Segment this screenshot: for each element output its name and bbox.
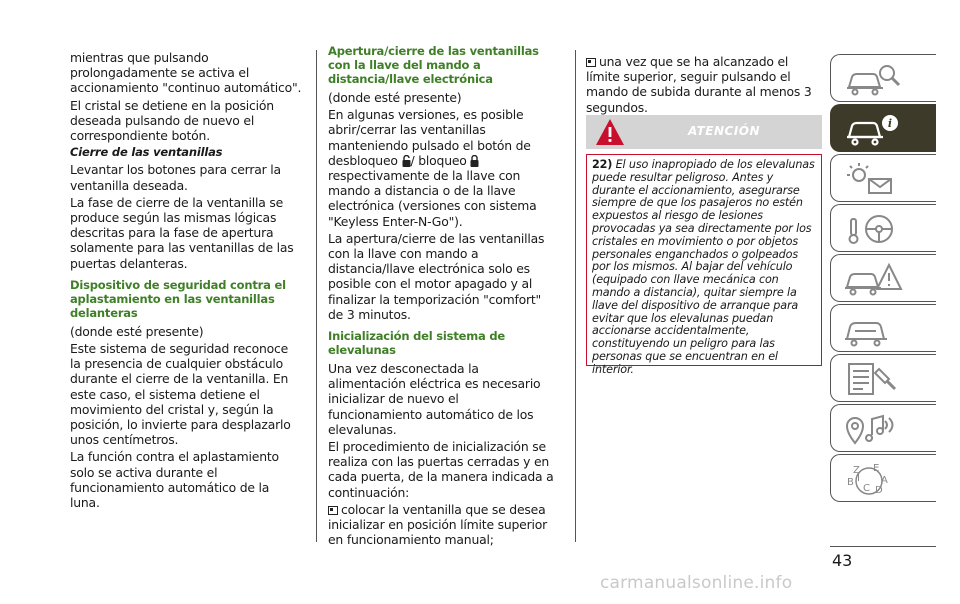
tab-car-info[interactable] [830, 104, 936, 152]
page-number-rule [830, 546, 936, 547]
column-divider [575, 50, 576, 542]
bullet-item [328, 502, 556, 548]
car-service-icon [843, 311, 903, 347]
paragraph-text: En algunas versiones, es posible abrir/cerrar las ventanillas manteniendo pulsado el botón de desbloqueo [328, 107, 531, 168]
paragraph: (donde esté presente) [70, 323, 204, 339]
paragraph-text: / [410, 152, 415, 168]
tab-car-warning[interactable] [830, 254, 936, 302]
unlock-icon [402, 155, 411, 167]
text-column-1 [70, 50, 302, 512]
paragraph: La apertura/cierre de las ventanillas con la llave con mando a distancia/llave electrónica solo es posible con el motor apagado y al finalizar la temporización "comfort" de 3 minutos. [328, 230, 545, 322]
svg-text:I: I [857, 473, 860, 484]
bullet-text: una vez que se ha alcanzado el límite superior, seguir pulsando el mando de subida durante al menos 3 segundos. [586, 54, 812, 115]
svg-text:i: i [887, 117, 893, 130]
column-divider [316, 50, 317, 542]
subheading: Cierre de las ventanillas [70, 145, 223, 160]
paragraph: Este sistema de seguridad reconoce la presencia de cualquier obstáculo durante el cierre de la ventanilla. En este caso, el sistema detiene el movimiento del cristal y, según la posición, lo invierte para desplazarlo unos centímetros. [70, 341, 291, 448]
car-warning-icon [843, 261, 903, 297]
section-heading: Apertura/cierre de las ventanillas con la llave del mando a distancia/llave electrónica [328, 44, 539, 86]
warning-number: 22) [592, 158, 613, 171]
section-heading: Dispositivo de seguridad contra el aplastamiento en las ventanillas delanteras [70, 277, 286, 320]
text-column-2 [328, 44, 556, 549]
bullet-icon [328, 506, 338, 515]
paragraph: El cristal se detiene en la posición deseada pulsando de nuevo el correspondiente botón. [70, 97, 274, 144]
bullet-icon [586, 58, 596, 67]
media-navigation-icon [843, 411, 903, 447]
warning-title: ATENCIÓN [687, 124, 761, 138]
paragraph-text: respectivamente de la llave con mando a distancia o de la llave electrónica (versiones con sistema "Keyless Enter-N-Go"). [328, 168, 537, 229]
lock-icon [470, 155, 479, 167]
paragraph: El procedimiento de inicialización se realiza con las puertas cerradas y en cada puerta, de la manera indicada a continuación: [328, 439, 554, 500]
paragraph: mientras que pulsando prolongadamente se activa el accionamiento "continuo automático". [70, 50, 302, 96]
alphabetical-index-icon [843, 461, 903, 497]
page-number: 43 [832, 551, 853, 570]
paragraph: Levantar los botones para cerrar la ventanilla deseada. [70, 162, 281, 193]
car-checklist-icon [843, 361, 903, 397]
paragraph: La fase de cierre de la ventanilla se produce según las mismas lógicas descritas para la fase de apertura solamente para las ventanillas de las puertas delanteras. [70, 194, 294, 271]
svg-text:Z: Z [853, 465, 860, 476]
warning-text: El uso inapropiado de los elevalunas puede resultar peligroso. Antes y durante el accionamiento, asegurarse siempre de que los pasajeros no estén expuestos al riesgo de lesiones provocadas ya sea directamente por los cristales en movimiento o por objetos personales enganchados o golpeados por los mismos. Al bajar del vehículo (equipado con llave mecánica con mando a distancia), quitar siempre la llave del dispositivo de arranque para evitar que los elevalunas puedan accionarse accidentalmente, constituyendo un peligro para las personas que se encuentran en el interior. [592, 158, 815, 376]
tab-light-envelope[interactable] [830, 154, 936, 202]
paragraph [328, 107, 556, 229]
tab-car-magnifier[interactable] [830, 54, 936, 102]
svg-text:E: E [873, 463, 880, 474]
svg-text:D: D [875, 485, 883, 496]
warning-header [586, 115, 822, 149]
paragraph: Una vez desconectada la alimentación eléctrica es necesario inicializar de nuevo el funcionamiento automático de los elevalunas. [328, 361, 541, 437]
paragraph-text: bloqueo [418, 152, 467, 168]
tab-car-service[interactable] [830, 304, 936, 352]
section-heading: Inicialización del sistema de elevalunas [328, 329, 505, 358]
car-magnifier-icon [843, 61, 903, 97]
tab-car-checklist[interactable] [830, 354, 936, 402]
warning-box [586, 154, 822, 376]
bullet-text: colocar la ventanilla que se desea inicializar en posición límite superior en funcionamiento manual; [328, 501, 548, 548]
light-envelope-icon [843, 161, 903, 197]
paragraph: (donde esté presente) [328, 90, 462, 105]
watermark: carmanualsonline.info [600, 573, 793, 593]
tab-media-navigation[interactable] [830, 404, 936, 452]
car-info-icon [843, 111, 903, 147]
text-column-3 [586, 54, 822, 117]
svg-text:C: C [863, 483, 870, 494]
tab-alphabetical-index[interactable] [830, 454, 936, 502]
paragraph: La función contra el aplastamiento solo se activa durante el funcionamiento automático de la luna. [70, 449, 279, 511]
key-steering-wheel-icon [843, 211, 903, 247]
svg-text:A: A [881, 475, 888, 486]
bullet-item [586, 54, 822, 115]
chapter-tabs [830, 54, 936, 504]
svg-text:B: B [847, 477, 854, 488]
tab-key-steering[interactable] [830, 204, 936, 252]
